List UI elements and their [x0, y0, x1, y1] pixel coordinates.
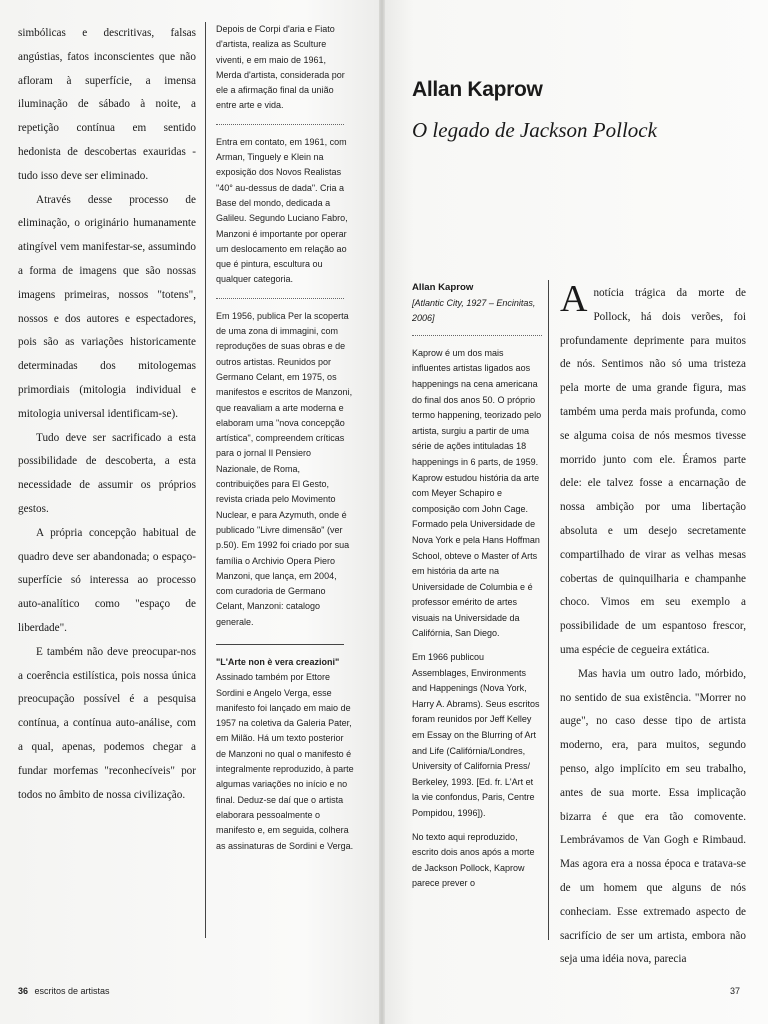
manifesto-text: Assinado também por Ettore Sordini e Angelo Verga, esse manifesto foi lançado em maio de 1957 na coletiva da Galeria Pater, em Milão. Há um texto posterior de Manzoni no qual o manifesto é integralmente reproduzido, à parte algumas variações no início e no final. Deduz-se daí que o artista elaborara pessoalmente o manifesto e, em seguida, colhera as assinaturas de Sordini e Verga. — [216, 672, 354, 851]
sidebar-note: Em 1956, publica Per la scoperta de uma zona di immagini, com reproduções de suas obras e de outros artistas. Reunidos por Germano Celant, em 1975, os manifestos e escritos de Manzoni, que reavaliam a arte moderna e elaboram uma "nova concepção artística", compreendem críticas para o jornal Il Pensiero Nazionale, de Roma, contribuições para El Gesto, revista criada pelo Movimento Nuclear, e para Azymuth, onde é publicado "Livre dimensão" (ver p.50). Em 1992 foi criado por sua família o Archivio Opera Piero Manzoni, que lança, em 2004, com curadoria de Germano Celant, Manzoni: catalogo generale. — [216, 310, 353, 627]
author-bio — [412, 280, 549, 940]
drop-cap: A — [560, 278, 588, 320]
body-paragraph: Tudo deve ser sacrificado a esta possibilidade de descoberta, a esta necessidade de assumir os próprios gestos. — [18, 431, 196, 515]
dotted-divider — [412, 335, 542, 336]
dotted-divider — [216, 298, 344, 299]
page-number: 36 — [18, 986, 29, 996]
body-paragraph: Através desse processo de eliminação, o originário humanamente atingível vem manifestar-se, assumindo a forma de imagens que são nossas imagens primeiras, nossos "totens", nossos e dos autores e espectadores, pois são as variações historicamente determinadas dos mitologemas primordiais (mitologia individual e mitologia universal identificam-se). — [18, 193, 196, 420]
solid-divider — [216, 644, 344, 645]
page-gutter — [379, 0, 385, 1024]
body-paragraph: simbólicas e descritivas, falsas angústias, fatos inconscientes que não afloram à superfície, a imensa iluminação de sábado à noite, a repetição contínua em sentido hedonista de descobertas exauridas - tudo isso deve ser eliminado. — [18, 27, 196, 182]
bio-paragraph: Kaprow é um dos mais influentes artistas ligados aos happenings na cena americana do final dos anos 50. O próprio termo happening, teorizado pelo artista, surgiu a partir de uma série de ações intituladas 18 happenings in 6 parts, de 1959. Kaprow estudou história da arte com Meyer Schapiro e composição com John Cage. Formado pela Universidade de Nova York e pela Hans Hoffman School, obteve o Master of Arts em história da arte na Universidade de Columbia e é professor emérito de artes visuais na Universidade da Califórnia, San Diego. — [412, 347, 542, 639]
dotted-divider — [216, 124, 344, 125]
body-paragraph: A própria concepção habitual de quadro deve ser abandonada; o espaço-superfície só interessa ao processo auto-analítico como "espaço de liberdade". — [18, 526, 196, 634]
left-body-column — [18, 22, 196, 807]
bio-name: Allan Kaprow — [412, 282, 474, 293]
article-body — [560, 278, 746, 972]
page-number: 37 — [730, 986, 741, 996]
sidebar-note: Entra em contato, em 1961, com Arman, Tinguely e Klein na exposição dos Novos Realistas "40° au-dessus de dada". Cria a Base del mondo, dedicada a Galileu. Segundo Luciano Fabro, Manzoni é importante por operar um deslocamento em relação ao que é pintura, escultura ou qualquer categoria. — [216, 136, 348, 285]
article-first-text: notícia trágica da morte de Pollock, há dois verões, foi profundamente deprimente para muitos de nós. Sentimos não só uma tristeza pela morte de uma grande figura, mas também uma perda mais profunda, como se alguma coisa de nós mesmos tivesse morrido junto com ele. Éramos parte dele: ele talvez fosse a encarnação de nossa ambição por uma libertação absoluta e um desejo secretamente compartilhado de virar as velhas mesas cobertas de quinquilharia e champanhe choco. Vimos em seu exemplo a possibilidade de um espantoso frescor, uma espécie de cegueira extática. — [560, 287, 746, 656]
bio-paragraph: Em 1966 publicou Assemblages, Environments and Happenings (Nova York, Harry A. Abrams). Seus escritos foram reunidos por Jeff Kelley em Essay on the Blurring of Art and Life (Califórnia/Londres, University of California Press/ Berkeley, 1993. [Ed. fr. L'Art et la vie confondus, Paris, Centre Pompidou, 1996]). — [412, 652, 540, 818]
article-paragraph: Mas havia um outro lado, mórbido, no sentido de sua existência. "Morrer no auge", no caso desse tipo de artista moderno, era, para muitos, segundo penso, algo implícito em seu trabalho, antes de sua morte. Essa implicação bizarra é que era tão comovente. Lembrávamos de Van Gogh e Rimbaud. Mas agora era a nossa época e tratava-se de um homem que alguns de nós conheciam. Esse extremado aspecto de sacrifício de ser um artista, embora não seja uma idéia nova, parecia — [560, 667, 746, 966]
manifesto-heading: "L'Arte non è vera creazioni" — [216, 656, 340, 667]
sidebar-note: Depois de Corpi d'aria e Fiato d'artista, realiza as Sculture viventi, e em maio de 1961, Merda d'artista, considerada por ele a afirmação final da união entre arte e vida. — [216, 24, 345, 111]
bio-dates: [Atlantic City, 1927 – Encinitas, 2006] — [412, 297, 536, 324]
sidebar-notes — [205, 22, 354, 938]
article-paragraph — [560, 278, 746, 663]
bio-paragraph: No texto aqui reproduzido, escrito dois anos após a morte de Jackson Pollock, Kaprow parece prever o — [412, 831, 535, 889]
right-folio — [730, 986, 740, 996]
author-name: Allan Kaprow — [412, 78, 543, 101]
article-title-block — [412, 76, 752, 144]
left-folio — [18, 986, 110, 996]
running-footer: escritos de artistas — [34, 986, 110, 996]
body-paragraph: E também não deve preocupar-nos a coerência estilística, pois nossa única preocupação possível é a pesquisa contínua, a contínua auto-análise, com a qual, apenas, podemos chegar a fundar morfemas "reconhecíveis" por todos no âmbito de nossa civilização. — [18, 645, 196, 801]
article-title: O legado de Jackson Pollock — [412, 118, 657, 142]
